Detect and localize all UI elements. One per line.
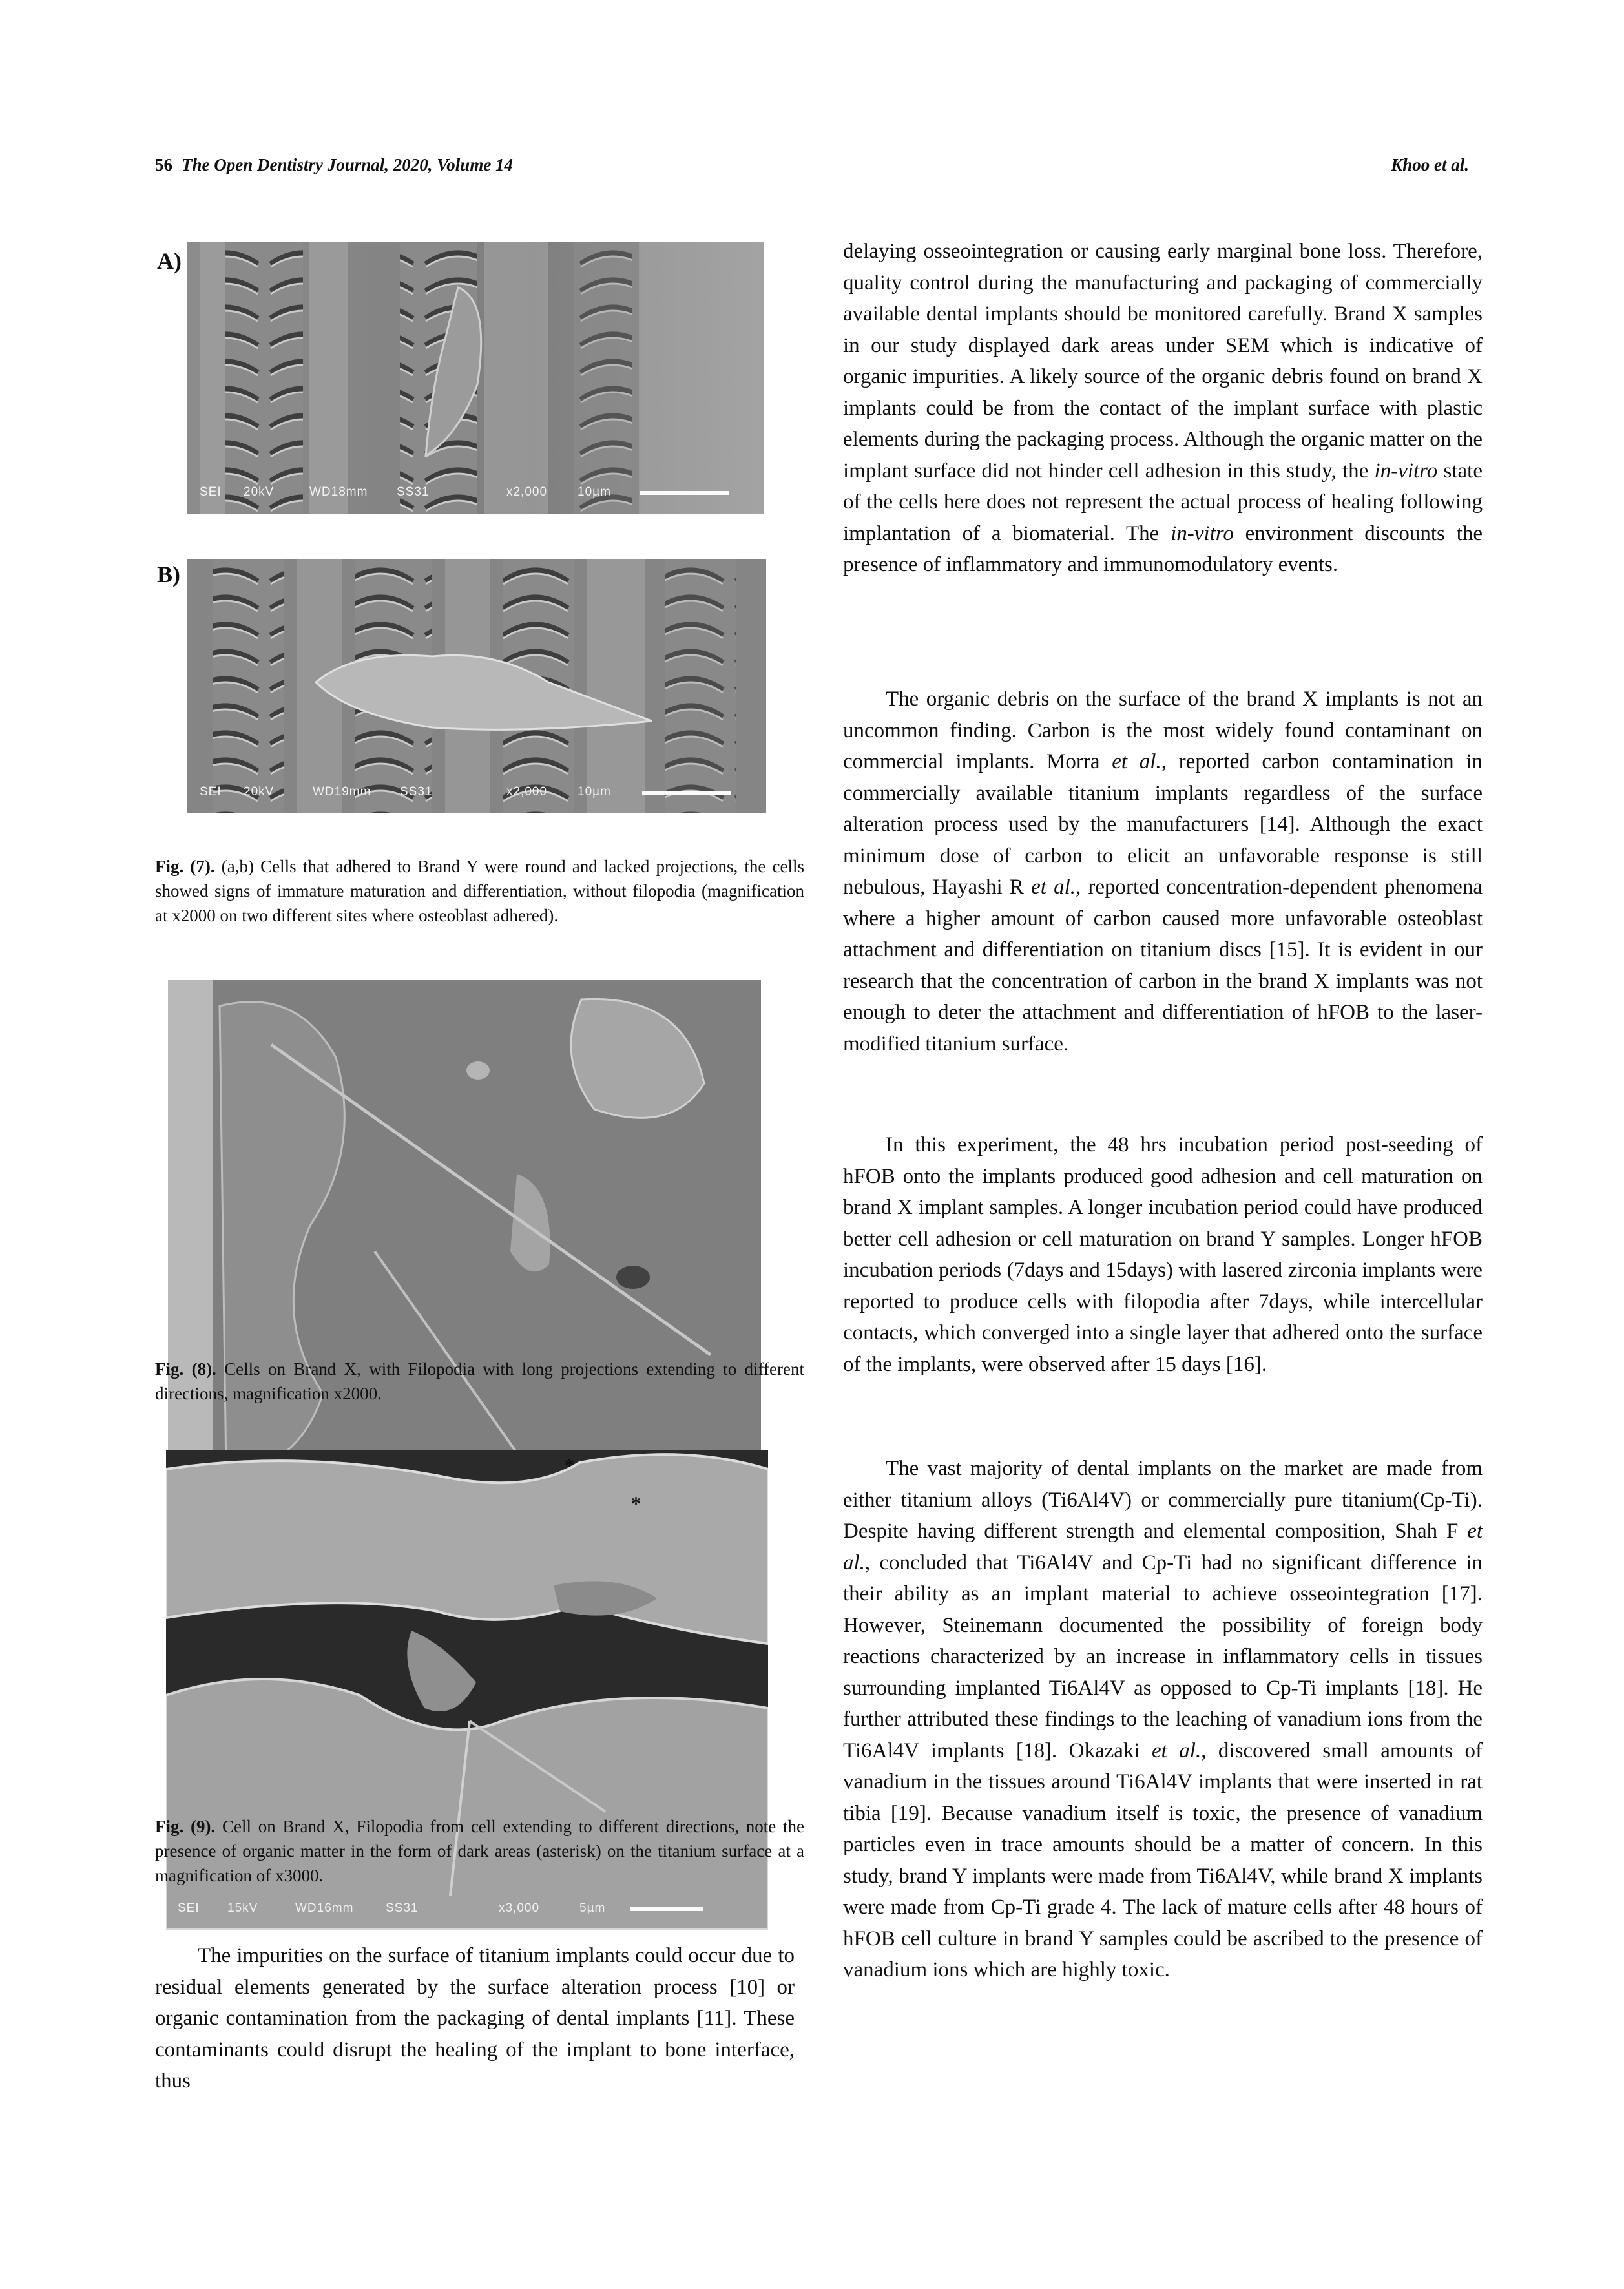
sem-micrograph-texture bbox=[187, 559, 766, 813]
caption-label: Fig. (9). bbox=[155, 1817, 216, 1836]
italic-term: et al. bbox=[1152, 1739, 1202, 1762]
body-paragraph-titanium-alloys bbox=[843, 1453, 1483, 1986]
sem-voltage: 15kV bbox=[227, 1901, 258, 1915]
header-left bbox=[155, 155, 513, 175]
sem-spot-size: SS31 bbox=[397, 485, 430, 499]
scale-bar bbox=[640, 491, 729, 495]
journal-title: The Open Dentistry Journal, 2020, Volume 14 bbox=[182, 155, 514, 174]
scale-bar bbox=[630, 1907, 703, 1911]
italic-term: in-vitro bbox=[1171, 521, 1234, 545]
body-paragraph-impurities: The impurities on the surface of titanium implants could occur due to residual elements generated by the surface alteration process [10] or organic contamination from the packaging of dental implants [11]. These contaminants could disrupt the healing of the implant to bone interface, thus bbox=[155, 1944, 795, 2093]
header-authors: Khoo et al. bbox=[1391, 155, 1469, 174]
italic-term: et al. bbox=[843, 1520, 1483, 1574]
body-paragraph-organic-debris bbox=[843, 684, 1483, 1060]
sem-magnification: x2,000 bbox=[506, 485, 548, 499]
text-run: environment discounts the presence of inflammatory and immunomodulatory events. bbox=[843, 521, 1483, 576]
text-run: The organic debris on the surface of the brand X implants is not an uncommon finding. Carbon is the most widely found contaminant on commercial implants. Morra bbox=[843, 687, 1483, 773]
sem-working-distance: WD16mm bbox=[295, 1901, 354, 1915]
fig7-panel-a-label: A) bbox=[157, 248, 182, 274]
sem-detector: SEI bbox=[178, 1901, 200, 1915]
caption-label: Fig. (7). bbox=[155, 857, 215, 876]
sem-voltage: 20kV bbox=[244, 785, 275, 799]
sem-databar bbox=[187, 781, 766, 804]
italic-term: et al. bbox=[1031, 875, 1076, 899]
asterisk-marker: * bbox=[565, 1455, 574, 1476]
sem-databar bbox=[187, 481, 764, 505]
text-run: The vast majority of dental implants on the market are made from either titanium alloys (Ti6Al4V) or commercially pure titanium(Cp-Ti). Despite having different strength and elemental composition, Shah F bbox=[843, 1457, 1483, 1543]
sem-voltage: 20kV bbox=[244, 485, 275, 499]
page-number: 56 bbox=[155, 155, 172, 174]
sem-databar bbox=[166, 1897, 768, 1921]
fig7-panel-b-label: B) bbox=[157, 561, 180, 587]
running-header bbox=[155, 155, 1469, 181]
fig8-caption bbox=[155, 1357, 804, 1406]
scale-bar bbox=[642, 791, 731, 795]
fig7-caption bbox=[155, 854, 804, 928]
sem-micrograph-texture bbox=[187, 242, 764, 514]
text-run: delaying osseointegration or causing early marginal bone loss. Therefore, quality control during the manufacturing and packaging of commercially available dental implants should be monitored carefully. Brand X samples in our study displayed dark areas under SEM which is indicative of organic impurities. A likely source of the organic debris found on brand X implants could be from the contact of the implant surface with plastic elements during the packaging process. Although the organic matter on the implant surface did not hinder cell adhesion in this study, the bbox=[843, 240, 1483, 483]
sem-working-distance: WD19mm bbox=[313, 785, 371, 799]
sem-magnification: x3,000 bbox=[499, 1901, 540, 1915]
fig8-sem-image bbox=[168, 980, 761, 1497]
fig9-caption bbox=[155, 1814, 804, 1888]
text-run: state of the cells here does not represent the actual process of healing following implantation of a biomaterial. The bbox=[843, 459, 1483, 545]
caption-text: (a,b) Cells that adhered to Brand Y were round and lacked projections, the cells showed signs of immature maturation and differentiation, without filopodia (magnification at x2000 on two different sites where osteoblast adhered). bbox=[155, 857, 804, 925]
text-run: , discovered small amounts of vanadium in the tissues around Ti6Al4V implants that were inserted in rat tibia [19]. Because vanadium itself is toxic, the presence of vanadium particles even in trace amounts should be a matter of concern. In this study, brand Y implants were made from Ti6Al4V, while brand X implants were made from Cp-Ti grade 4. The lack of mature cells after 48 hours of hFOB cell culture in brand Y samples could be ascribed to the presence of vanadium ions which are highly toxic. bbox=[843, 1739, 1483, 1981]
sem-scale-label: 10µm bbox=[578, 485, 611, 499]
asterisk-marker: * bbox=[631, 1493, 641, 1514]
fig7b-sem-image bbox=[187, 559, 766, 813]
sem-spot-size: SS31 bbox=[400, 785, 433, 799]
body-paragraph-incubation: In this experiment, the 48 hrs incubation period post-seeding of hFOB onto the implants produced good adhesion and cell maturation on brand X implant samples. A longer incubation period could have produced better cell adhesion or cell maturation on brand Y samples. Longer hFOB incubation periods (7days and 15days) with lasered zirconia implants were reported to produce cells with filopodia after 7days, while intercellular contacts, which converged into a single layer that adhered onto the surface of the implants, were observed after 15 days [16]. bbox=[843, 1133, 1483, 1376]
sem-working-distance: WD18mm bbox=[309, 485, 368, 499]
body-paragraph-quality-control bbox=[843, 236, 1483, 581]
sem-micrograph-texture bbox=[168, 980, 761, 1497]
caption-label: Fig. (8). bbox=[155, 1359, 216, 1379]
fig7a-sem-image bbox=[187, 242, 764, 514]
sem-scale-label: 10µm bbox=[578, 785, 611, 799]
italic-term: et al. bbox=[1112, 750, 1161, 773]
sem-detector: SEI bbox=[200, 485, 222, 499]
text-run: , reported concentration-dependent phenomena where a higher amount of carbon caused more unfavorable osteoblast attachment and differentiation on titanium discs [15]. It is evident in our research that the concentration of carbon in the brand X implants was not enough to deter the attachment and differentiation of hFOB to the laser-modified titanium surface. bbox=[843, 875, 1483, 1056]
sem-spot-size: SS31 bbox=[386, 1901, 419, 1915]
sem-magnification: x2,000 bbox=[506, 785, 548, 799]
caption-text: Cell on Brand X, Filopodia from cell extending to different directions, note the presence of organic matter in the form of dark areas (asterisk) on the titanium surface at a magnification of x3000. bbox=[155, 1817, 804, 1885]
text-run: , reported carbon contamination in commercially available titanium implants regardless of the surface alteration process used by the manufacturers [14]. Although the exact minimum dose of carbon to elicit an unfavorable response is still nebulous, Hayashi R bbox=[843, 750, 1483, 899]
caption-text: Cells on Brand X, with Filopodia with long projections extending to different directions, magnification x2000. bbox=[155, 1359, 804, 1403]
italic-term: in-vitro bbox=[1374, 459, 1438, 483]
sem-scale-label: 5µm bbox=[579, 1901, 606, 1915]
text-run: , concluded that Ti6Al4V and Cp-Ti had no significant difference in their ability as an implant material to achieve osseointegration [17]. However, Steinemann documented the possibility of foreign body reactions characterized by an increase in inflammatory cells in tissues surrounding implanted Ti6Al4V as opposed to Cp-Ti implants [18]. He further attributed these findings to the leaching of vanadium ions from the Ti6Al4V implants [18]. Okazaki bbox=[843, 1551, 1483, 1762]
sem-detector: SEI bbox=[200, 785, 222, 799]
